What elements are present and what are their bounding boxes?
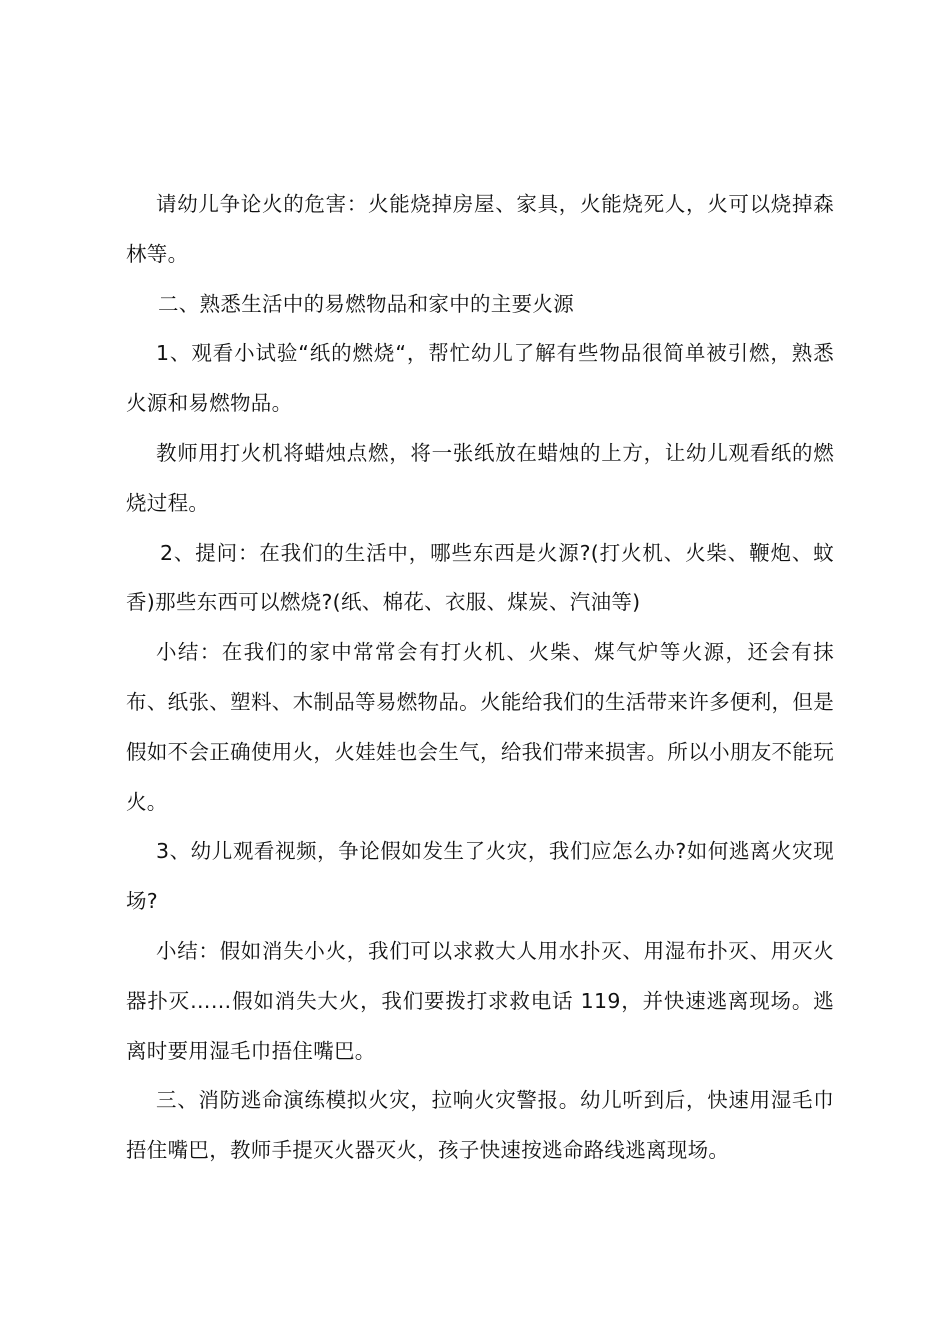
paragraph-video-discussion: 3、幼儿观看视频，争论假如发生了火灾，我们应怎么办?如何逃离火灾现场? [126, 839, 834, 914]
paragraph-teacher-demo: 教师用打火机将蜡烛点燃，将一张纸放在蜡烛的上方，让幼儿观看纸的燃烧过程。 [126, 440, 834, 515]
section-heading-flammables: 二、熟悉生活中的易燃物品和家中的主要火源 [158, 291, 574, 316]
paragraph-summary-escape: 小结：假如消失小火，我们可以求救大人用水扑灭、用湿布扑灭、用灭火器扑灭……假如消失大火，我们要拨打求救电话 119，并快速逃离现场。逃离时要用湿毛巾捂住嘴巴。 [126, 938, 834, 1063]
section-heading-drill: 三、消防逃命演练模拟火灾，拉响火灾警报。幼儿听到后，快速用湿毛巾捂住嘴巴，教师手提灭火器灭火，孩子快速按逃命路线逃离现场。 [126, 1088, 834, 1163]
paragraph-question: 2、提问：在我们的生活中，哪些东西是火源?(打火机、火柴、鞭炮、蚊香)那些东西可以燃烧?(纸、棉花、衣服、煤炭、汽油等) [126, 540, 834, 615]
document-page [126, 180, 834, 1176]
paragraph-paper-experiment: 1、观看小试验“纸的燃烧“，帮忙幼儿了解有些物品很简单被引燃，熟悉火源和易燃物品。 [126, 341, 834, 416]
paragraph-summary-fire-sources: 小结：在我们的家中常常会有打火机、火柴、煤气炉等火源，还会有抹布、纸张、塑料、木制品等易燃物品。火能给我们的生活带来许多便利，但是假如不会正确使用火，火娃娃也会生气，给我们带来损害。所以小朋友不能玩火。 [126, 640, 834, 814]
paragraph-fire-hazards: 请幼儿争论火的危害：火能烧掉房屋、家具，火能烧死人，火可以烧掉森林等。 [126, 192, 834, 266]
